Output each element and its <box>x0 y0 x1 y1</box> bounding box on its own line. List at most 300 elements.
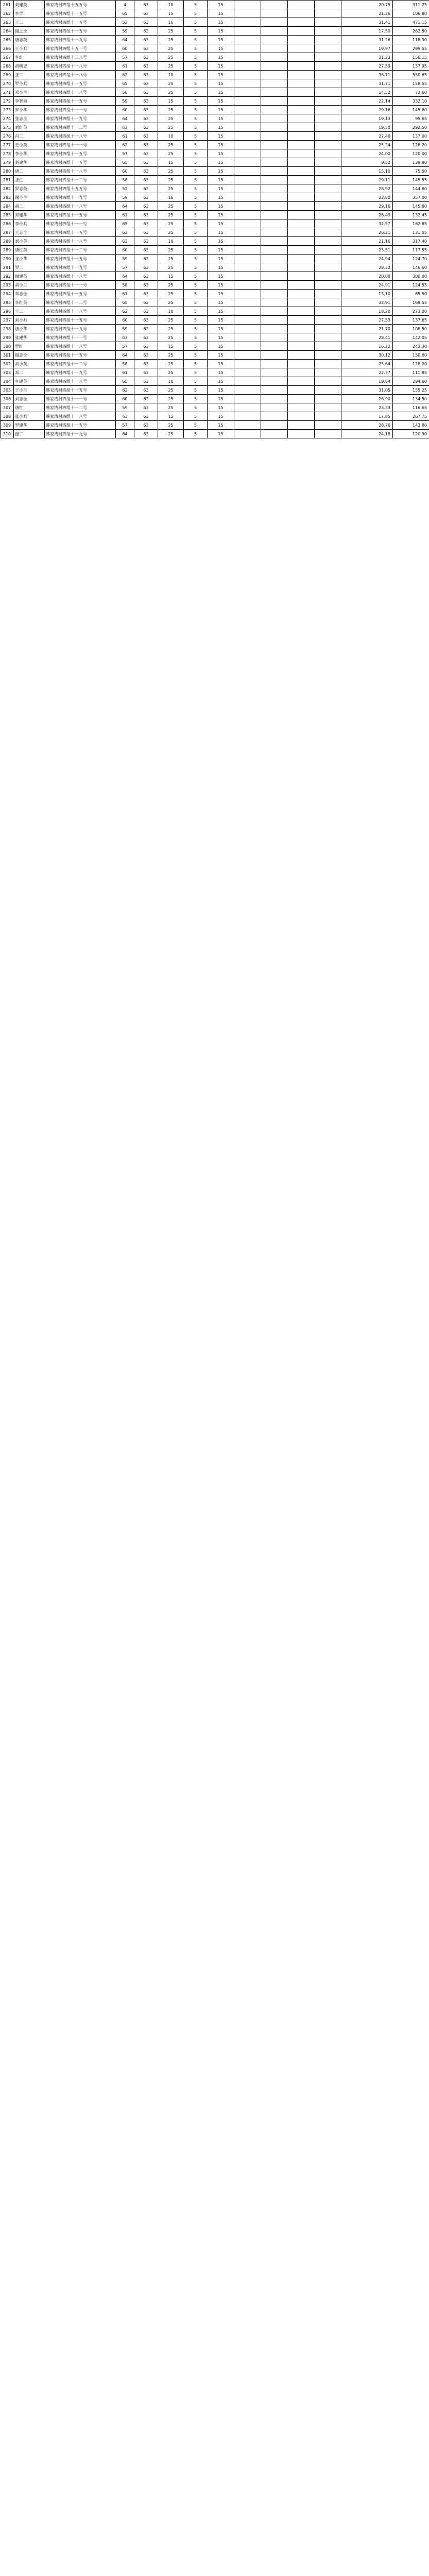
cell-no: 304 <box>1 377 14 386</box>
cell-c4: 15 <box>208 1 234 9</box>
cell-no: 305 <box>1 386 14 395</box>
cell-area: 25.24 <box>341 141 393 149</box>
cell-no: 299 <box>1 333 14 342</box>
cell-c2: 25 <box>158 184 184 193</box>
cell-c3: 5 <box>184 202 208 211</box>
cell-c6 <box>261 219 288 228</box>
cell-c4: 15 <box>208 132 234 141</box>
cell-name: 张小兵 <box>14 412 45 421</box>
cell-amt: 158.55 <box>393 79 429 88</box>
table-row <box>1 141 429 149</box>
cell-blank <box>315 368 341 377</box>
cell-blank <box>315 219 341 228</box>
cell-c3: 5 <box>184 395 208 403</box>
cell-name: 罗小兵 <box>14 79 45 88</box>
cell-no: 309 <box>1 421 14 430</box>
cell-area: 21.16 <box>341 237 393 246</box>
cell-c1: 63 <box>134 149 158 158</box>
table-row <box>1 421 429 430</box>
table-row <box>1 351 429 360</box>
cell-c6 <box>261 368 288 377</box>
cell-c3: 5 <box>184 132 208 141</box>
cell-c5 <box>234 27 261 36</box>
cell-c4: 15 <box>208 421 234 430</box>
cell-no: 287 <box>1 228 14 237</box>
cell-amt: 124.70 <box>393 255 429 263</box>
cell-c4: 15 <box>208 158 234 167</box>
cell-n: 64 <box>116 114 134 123</box>
cell-n: 63 <box>116 333 134 342</box>
cell-n: 60 <box>116 167 134 176</box>
cell-c3: 5 <box>184 88 208 97</box>
cell-c7 <box>288 1 315 9</box>
cell-c7 <box>288 316 315 325</box>
cell-amt: 332.10 <box>393 97 429 106</box>
cell-c2: 15 <box>158 9 184 18</box>
cell-amt: 299.55 <box>393 44 429 53</box>
cell-area: 29.11 <box>341 176 393 184</box>
cell-c7 <box>288 219 315 228</box>
cell-c3: 5 <box>184 62 208 71</box>
cell-c2: 10 <box>158 377 184 386</box>
cell-amt: 357.00 <box>393 193 429 202</box>
cell-addr: 韩家湾村四组十一八号 <box>45 237 116 246</box>
cell-c1: 63 <box>134 386 158 395</box>
cell-name: 胡小英 <box>14 360 45 368</box>
cell-c3: 5 <box>184 351 208 360</box>
cell-c2: 25 <box>158 211 184 219</box>
cell-n: 64 <box>116 272 134 281</box>
cell-c7 <box>288 18 315 27</box>
cell-amt: 145.80 <box>393 106 429 114</box>
cell-c1: 63 <box>134 62 158 71</box>
cell-no: 272 <box>1 97 14 106</box>
cell-c5 <box>234 36 261 44</box>
cell-c2: 25 <box>158 167 184 176</box>
cell-area: 31.05 <box>341 386 393 395</box>
cell-c6 <box>261 27 288 36</box>
cell-c2: 25 <box>158 316 184 325</box>
cell-c4: 15 <box>208 430 234 438</box>
cell-c6 <box>261 395 288 403</box>
cell-c6 <box>261 79 288 88</box>
cell-c1: 63 <box>134 298 158 307</box>
cell-c5 <box>234 149 261 158</box>
cell-c3: 5 <box>184 368 208 377</box>
cell-addr: 韩家湾村四组十一一号 <box>45 281 116 290</box>
cell-n: 60 <box>116 44 134 53</box>
cell-name: 谢之全 <box>14 27 45 36</box>
cell-name: 罗红 <box>14 342 45 351</box>
cell-c4: 15 <box>208 18 234 27</box>
cell-n: 59 <box>116 325 134 333</box>
cell-amt: 311.25 <box>393 1 429 9</box>
cell-c3: 5 <box>184 123 208 132</box>
cell-n: 65 <box>116 158 134 167</box>
cell-c4: 15 <box>208 386 234 395</box>
cell-c2: 25 <box>158 219 184 228</box>
cell-blank <box>315 1 341 9</box>
cell-c4: 15 <box>208 149 234 158</box>
cell-c3: 5 <box>184 298 208 307</box>
cell-c5 <box>234 219 261 228</box>
cell-c5 <box>234 158 261 167</box>
cell-area: 19.97 <box>341 44 393 53</box>
cell-c5 <box>234 403 261 412</box>
cell-c5 <box>234 228 261 237</box>
cell-no: 278 <box>1 149 14 158</box>
cell-n: 64 <box>116 351 134 360</box>
cell-addr: 韩家湾村四组十一五号 <box>45 79 116 88</box>
cell-c6 <box>261 88 288 97</box>
cell-area: 25.64 <box>341 360 393 368</box>
cell-n: 64 <box>116 202 134 211</box>
cell-addr: 韩家湾村四组十一五号 <box>45 228 116 237</box>
cell-c7 <box>288 263 315 272</box>
cell-area: 22.14 <box>341 97 393 106</box>
cell-c6 <box>261 36 288 44</box>
cell-addr: 韩家湾村四组十一一号 <box>45 219 116 228</box>
cell-c6 <box>261 18 288 27</box>
cell-blank <box>315 290 341 298</box>
cell-blank <box>315 263 341 272</box>
cell-c6 <box>261 263 288 272</box>
cell-c6 <box>261 316 288 325</box>
cell-c7 <box>288 325 315 333</box>
cell-name: 李小兵 <box>14 219 45 228</box>
cell-name: 罗小华 <box>14 106 45 114</box>
cell-c3: 5 <box>184 272 208 281</box>
cell-c6 <box>261 123 288 132</box>
cell-c5 <box>234 62 261 71</box>
cell-c2: 10 <box>158 132 184 141</box>
table-row <box>1 403 429 412</box>
cell-amt: 72.60 <box>393 88 429 97</box>
cell-n: 63 <box>116 123 134 132</box>
cell-c7 <box>288 421 315 430</box>
table-row <box>1 316 429 325</box>
cell-n: 58 <box>116 360 134 368</box>
cell-c5 <box>234 351 261 360</box>
cell-c2: 25 <box>158 333 184 342</box>
cell-amt: 156.15 <box>393 53 429 62</box>
cell-c4: 15 <box>208 368 234 377</box>
data-sheet <box>0 0 429 438</box>
cell-no: 294 <box>1 290 14 298</box>
cell-addr: 韩家湾村四组十一五号 <box>45 351 116 360</box>
cell-c3: 5 <box>184 106 208 114</box>
cell-c5 <box>234 386 261 395</box>
cell-c5 <box>234 202 261 211</box>
cell-amt: 145.80 <box>393 202 429 211</box>
cell-c5 <box>234 176 261 184</box>
cell-amt: 120.90 <box>393 430 429 438</box>
cell-c1: 63 <box>134 430 158 438</box>
cell-no: 280 <box>1 167 14 176</box>
cell-c2: 25 <box>158 246 184 255</box>
cell-addr: 韩家湾村四组十一一号 <box>45 395 116 403</box>
cell-c7 <box>288 71 315 79</box>
cell-c2: 25 <box>158 360 184 368</box>
cell-addr: 韩家湾村四组十一二号 <box>45 176 116 184</box>
cell-amt: 317.40 <box>393 237 429 246</box>
cell-c5 <box>234 316 261 325</box>
cell-c3: 5 <box>184 412 208 421</box>
cell-area: 23.80 <box>341 193 393 202</box>
cell-blank <box>315 44 341 53</box>
cell-c3: 5 <box>184 44 208 53</box>
cell-area: 28.92 <box>341 184 393 193</box>
cell-name: 唐小华 <box>14 325 45 333</box>
cell-c6 <box>261 386 288 395</box>
cell-n: 57 <box>116 53 134 62</box>
cell-amt: 137.00 <box>393 132 429 141</box>
cell-no: 276 <box>1 132 14 141</box>
cell-no: 300 <box>1 342 14 351</box>
cell-no: 292 <box>1 272 14 281</box>
cell-blank <box>315 71 341 79</box>
cell-area: 20.75 <box>341 1 393 9</box>
cell-c6 <box>261 184 288 193</box>
table-row <box>1 290 429 298</box>
cell-name: 王志全 <box>14 228 45 237</box>
cell-c4: 15 <box>208 53 234 62</box>
cell-c6 <box>261 97 288 106</box>
cell-c7 <box>288 149 315 158</box>
cell-c5 <box>234 325 261 333</box>
table-row <box>1 211 429 219</box>
cell-blank <box>315 106 341 114</box>
cell-c4: 15 <box>208 62 234 71</box>
cell-blank <box>315 255 341 263</box>
cell-c1: 63 <box>134 421 158 430</box>
cell-amt: 143.80 <box>393 421 429 430</box>
cell-area: 19.13 <box>341 114 393 123</box>
cell-n: 61 <box>116 62 134 71</box>
cell-no: 284 <box>1 202 14 211</box>
cell-c7 <box>288 158 315 167</box>
cell-name: 李小华 <box>14 149 45 158</box>
cell-c2: 25 <box>158 53 184 62</box>
table-row <box>1 342 429 351</box>
cell-no: 262 <box>1 9 14 18</box>
cell-addr: 韩家湾村四组十一五号 <box>45 27 116 36</box>
cell-c5 <box>234 298 261 307</box>
cell-c1: 63 <box>134 88 158 97</box>
table-row <box>1 158 429 167</box>
cell-c4: 15 <box>208 237 234 246</box>
cell-c7 <box>288 237 315 246</box>
table-row <box>1 395 429 403</box>
cell-name: 谢二 <box>14 430 45 438</box>
cell-c2: 25 <box>158 255 184 263</box>
cell-c4: 15 <box>208 377 234 386</box>
cell-area: 31.26 <box>341 36 393 44</box>
cell-addr: 韩家湾村四组十二八号 <box>45 53 116 62</box>
cell-blank <box>315 316 341 325</box>
cell-c2: 25 <box>158 403 184 412</box>
cell-c4: 15 <box>208 325 234 333</box>
cell-c5 <box>234 167 261 176</box>
cell-c6 <box>261 62 288 71</box>
cell-c2: 25 <box>158 62 184 71</box>
cell-c3: 5 <box>184 403 208 412</box>
cell-no: 277 <box>1 141 14 149</box>
cell-amt: 131.05 <box>393 228 429 237</box>
cell-addr: 韩家湾村四组十一五号 <box>45 421 116 430</box>
cell-c3: 5 <box>184 211 208 219</box>
cell-area: 36.71 <box>341 71 393 79</box>
table-row <box>1 298 429 307</box>
cell-c6 <box>261 1 288 9</box>
cell-c5 <box>234 333 261 342</box>
cell-name: 罗志英 <box>14 184 45 193</box>
cell-c1: 63 <box>134 307 158 316</box>
cell-c5 <box>234 211 261 219</box>
cell-c1: 63 <box>134 272 158 281</box>
cell-no: 291 <box>1 263 14 272</box>
cell-area: 24.00 <box>341 149 393 158</box>
cell-c7 <box>288 255 315 263</box>
table-row <box>1 255 429 263</box>
cell-addr: 韩家湾村四组十一五号 <box>45 211 116 219</box>
cell-name: 胡二 <box>14 202 45 211</box>
cell-blank <box>315 53 341 62</box>
cell-c2: 10 <box>158 1 184 9</box>
cell-n: 60 <box>116 246 134 255</box>
cell-n: 65 <box>116 79 134 88</box>
cell-name: 刘建英 <box>14 1 45 9</box>
cell-c4: 15 <box>208 123 234 132</box>
cell-blank <box>315 246 341 255</box>
cell-c5 <box>234 360 261 368</box>
cell-n: 61 <box>116 211 134 219</box>
cell-no: 298 <box>1 325 14 333</box>
cell-addr: 韩家湾村四组十一五号 <box>45 158 116 167</box>
cell-c7 <box>288 272 315 281</box>
cell-n: 62 <box>116 228 134 237</box>
cell-name: 李红英 <box>14 298 45 307</box>
cell-c5 <box>234 368 261 377</box>
cell-c6 <box>261 272 288 281</box>
cell-c4: 15 <box>208 211 234 219</box>
cell-c1: 63 <box>134 9 158 18</box>
cell-name: 王小兰 <box>14 386 45 395</box>
cell-n: 52 <box>116 18 134 27</box>
records-table <box>0 0 429 438</box>
cell-c1: 63 <box>134 184 158 193</box>
cell-area: 21.70 <box>341 325 393 333</box>
cell-name: 刘建华 <box>14 158 45 167</box>
cell-no: 271 <box>1 88 14 97</box>
cell-c4: 15 <box>208 333 234 342</box>
cell-c1: 63 <box>134 281 158 290</box>
cell-c6 <box>261 237 288 246</box>
cell-c6 <box>261 403 288 412</box>
cell-blank <box>315 325 341 333</box>
cell-c3: 5 <box>184 386 208 395</box>
cell-c7 <box>288 395 315 403</box>
cell-c7 <box>288 114 315 123</box>
cell-c3: 5 <box>184 9 208 18</box>
cell-name: 刘红英 <box>14 123 45 132</box>
cell-blank <box>315 158 341 167</box>
cell-name: 李红 <box>14 53 45 62</box>
cell-c7 <box>288 281 315 290</box>
cell-c3: 5 <box>184 333 208 342</box>
cell-n: 57 <box>116 421 134 430</box>
cell-blank <box>315 421 341 430</box>
cell-area: 26.49 <box>341 211 393 219</box>
cell-n: 63 <box>116 412 134 421</box>
cell-c4: 15 <box>208 97 234 106</box>
cell-c6 <box>261 176 288 184</box>
cell-addr: 韩家湾村四组十一九号 <box>45 368 116 377</box>
table-row <box>1 430 429 438</box>
cell-c4: 15 <box>208 44 234 53</box>
cell-amt: 267.75 <box>393 412 429 421</box>
cell-area: 26.21 <box>341 228 393 237</box>
cell-c4: 15 <box>208 9 234 18</box>
cell-c4: 15 <box>208 307 234 316</box>
cell-amt: 471.15 <box>393 18 429 27</box>
cell-addr: 韩家湾村四组十一八号 <box>45 307 116 316</box>
cell-amt: 124.55 <box>393 281 429 290</box>
cell-c1: 63 <box>134 176 158 184</box>
cell-blank <box>315 141 341 149</box>
cell-c6 <box>261 44 288 53</box>
cell-n: 59 <box>116 255 134 263</box>
cell-c5 <box>234 44 261 53</box>
cell-c6 <box>261 246 288 255</box>
cell-amt: 155.25 <box>393 386 429 395</box>
cell-c4: 15 <box>208 88 234 97</box>
cell-c5 <box>234 412 261 421</box>
cell-no: 293 <box>1 281 14 290</box>
cell-blank <box>315 167 341 176</box>
cell-c3: 5 <box>184 176 208 184</box>
cell-c4: 15 <box>208 316 234 325</box>
table-row <box>1 281 429 290</box>
cell-c2: 25 <box>158 421 184 430</box>
cell-no: 288 <box>1 237 14 246</box>
cell-amt: 120.00 <box>393 149 429 158</box>
cell-name: 唐红英 <box>14 246 45 255</box>
table-row <box>1 44 429 53</box>
cell-c3: 5 <box>184 255 208 263</box>
cell-no: 282 <box>1 184 14 193</box>
cell-n: 57 <box>116 342 134 351</box>
table-row <box>1 27 429 36</box>
cell-c6 <box>261 149 288 158</box>
cell-name: 罗建华 <box>14 421 45 430</box>
cell-no: 302 <box>1 360 14 368</box>
cell-area: 27.53 <box>341 316 393 325</box>
table-row <box>1 9 429 18</box>
cell-c2: 25 <box>158 141 184 149</box>
cell-c5 <box>234 88 261 97</box>
cell-n: 65 <box>116 9 134 18</box>
cell-name: 张志全 <box>14 114 45 123</box>
cell-no: 261 <box>1 1 14 9</box>
cell-name: 罗二 <box>14 263 45 272</box>
cell-c7 <box>288 211 315 219</box>
table-row <box>1 202 429 211</box>
cell-addr: 韩家湾村四组十一八号 <box>45 71 116 79</box>
cell-blank <box>315 18 341 27</box>
cell-c5 <box>234 141 261 149</box>
cell-c3: 5 <box>184 158 208 167</box>
